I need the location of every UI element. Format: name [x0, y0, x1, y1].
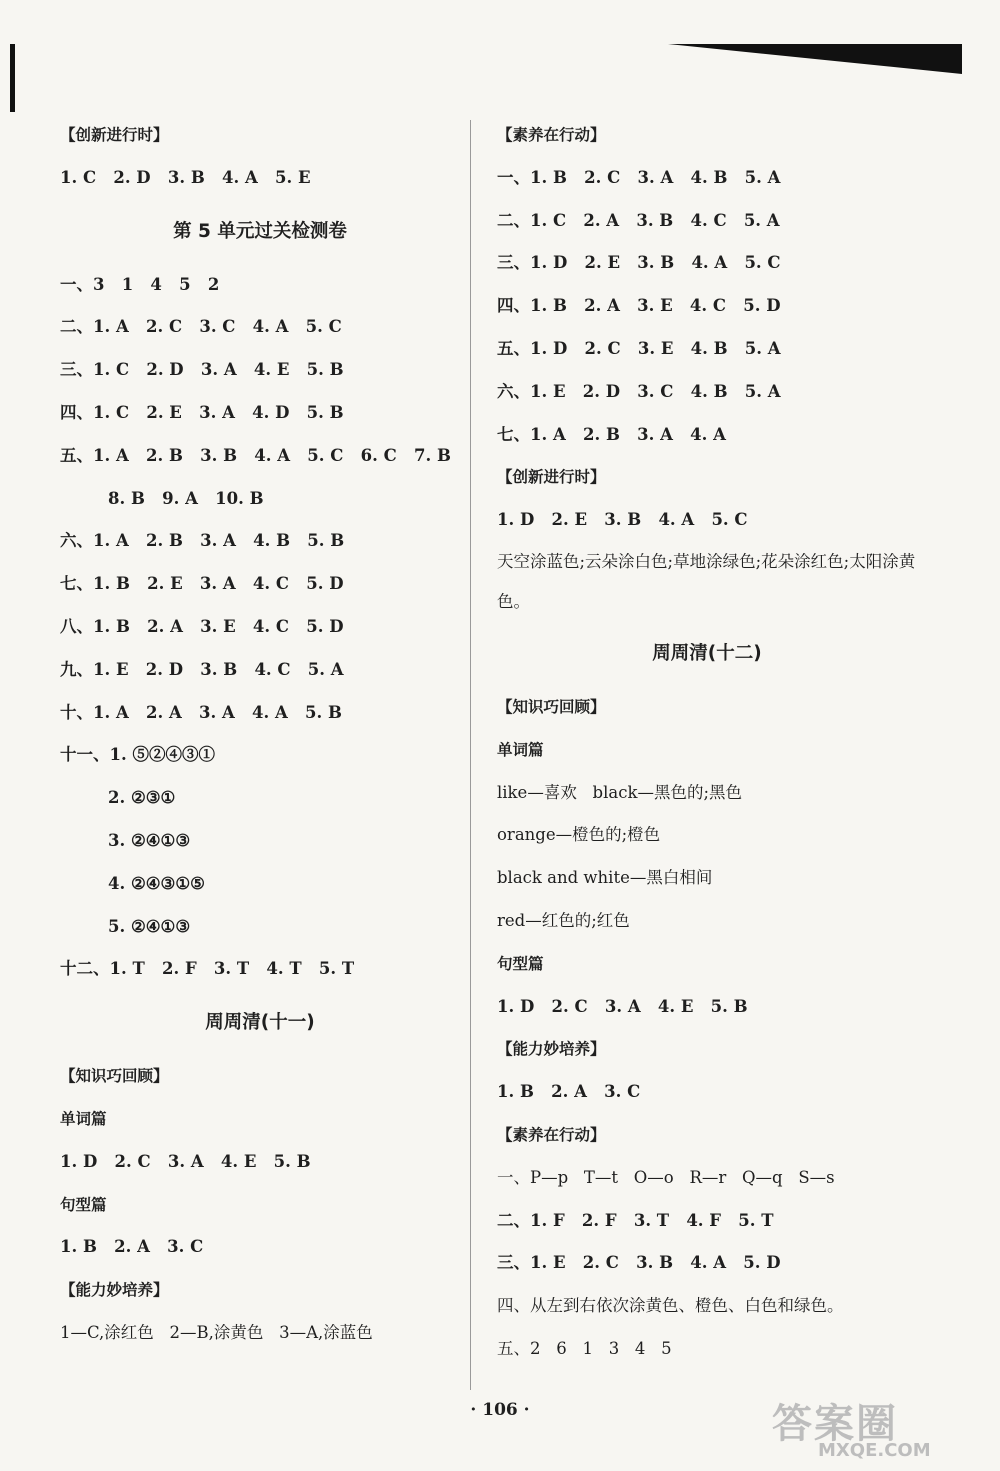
section-heading: 【创新进行时】 — [497, 468, 606, 487]
answer-line: 八、1. B 2. A 3. E 4. C 5. D — [60, 616, 344, 636]
answer-line: 七、1. A 2. B 3. A 4. A — [497, 424, 726, 444]
answer-line: 十一、1. ⑤②④③① — [60, 745, 215, 765]
answer-line: 1. D 2. E 3. B 4. A 5. C — [497, 510, 748, 530]
section-heading: 【知识巧回顾】 — [497, 697, 606, 716]
answer-line: 1. D 2. C 3. A 4. E 5. B — [497, 996, 748, 1016]
week-title: 周周清(十二) — [652, 642, 762, 664]
vocab-line: orange—橙色的;橙色 — [497, 825, 661, 845]
subsection-heading: 单词篇 — [60, 1109, 107, 1128]
answer-line: 九、1. E 2. D 3. B 4. C 5. A — [60, 659, 344, 679]
vocab-line: black and white—黑白相间 — [497, 868, 713, 888]
watermark-logo: 答案圈 — [772, 1401, 898, 1447]
answer-line: 1. D 2. C 3. A 4. E 5. B — [60, 1151, 311, 1171]
subsection-heading: 单词篇 — [497, 740, 544, 759]
answer-line: 三、1. D 2. E 3. B 4. A 5. C — [497, 253, 781, 273]
answer-line: 8. B 9. A 10. B — [108, 488, 264, 508]
answer-line: 五、1. A 2. B 3. B 4. A 5. C 6. C 7. B — [60, 445, 451, 465]
section-heading: 【素养在行动】 — [497, 1125, 606, 1144]
subsection-heading: 句型篇 — [60, 1195, 107, 1214]
answer-line: 5. ②④①③ — [108, 916, 191, 936]
answer-line: 二、1. A 2. C 3. C 4. A 5. C — [60, 317, 342, 337]
answer-line: 一、1. B 2. C 3. A 4. B 5. A — [497, 167, 781, 187]
answer-line: 1. B 2. A 3. C — [497, 1082, 641, 1102]
answer-line: 四、从左到右依次涂黄色、橙色、白色和绿色。 — [497, 1296, 844, 1316]
answer-paragraph: 天空涂蓝色;云朵涂白色;草地涂绿色;花朵涂红色;太阳涂黄色。 — [497, 551, 916, 611]
answer-line: 十、1. A 2. A 3. A 4. A 5. B — [60, 702, 342, 722]
section-heading: 【素养在行动】 — [497, 126, 606, 144]
answer-line: 一、3 1 4 5 2 — [60, 274, 220, 294]
answer-line: 一、P—p T—t O—o R—r Q—q S—s — [497, 1167, 835, 1187]
answer-line: 三、1. C 2. D 3. A 4. E 5. B — [60, 360, 344, 380]
answer-line: 四、1. C 2. E 3. A 4. D 5. B — [60, 402, 344, 422]
vocab-line: like—喜欢 black—黑色的;黑色 — [497, 782, 743, 802]
scan-shadow-wedge — [668, 44, 962, 74]
subsection-heading: 句型篇 — [497, 954, 544, 973]
section-heading: 【知识巧回顾】 — [60, 1067, 169, 1086]
left-column — [60, 114, 460, 1355]
vocab-line: red—红色的;红色 — [497, 910, 630, 930]
answer-line: 四、1. B 2. A 3. E 4. C 5. D — [497, 296, 781, 316]
right-column — [497, 114, 917, 1371]
section-heading: 【能力妙培养】 — [497, 1040, 606, 1059]
answer-line: 1. B 2. A 3. C — [60, 1237, 204, 1257]
answer-line: 六、1. A 2. B 3. A 4. B 5. B — [60, 531, 345, 551]
answer-line: 十二、1. T 2. F 3. T 4. T 5. T — [60, 959, 355, 979]
section-heading: 【创新进行时】 — [60, 126, 169, 144]
answer-line: 五、2 6 1 3 4 5 — [497, 1338, 672, 1358]
answer-line: 1. C 2. D 3. B 4. A 5. E — [60, 167, 311, 187]
answer-line: 二、1. C 2. A 3. B 4. C 5. A — [497, 210, 780, 230]
watermark-url: MXQE.COM — [818, 1440, 931, 1461]
section-heading: 【能力妙培养】 — [60, 1281, 169, 1300]
scan-edge-bar — [10, 44, 15, 112]
page-number: · 106 · — [470, 1400, 530, 1420]
answer-line: 七、1. B 2. E 3. A 4. C 5. D — [60, 574, 344, 594]
answer-line: 二、1. F 2. F 3. T 4. F 5. T — [497, 1210, 774, 1230]
answer-line: 1—C,涂红色 2—B,涂黄色 3—A,涂蓝色 — [60, 1322, 373, 1342]
answer-line: 4. ②④③①⑤ — [108, 873, 205, 893]
answer-line: 三、1. E 2. C 3. B 4. A 5. D — [497, 1253, 781, 1273]
answer-line: 2. ②③① — [108, 788, 176, 808]
answer-line: 六、1. E 2. D 3. C 4. B 5. A — [497, 381, 781, 401]
answer-line: 五、1. D 2. C 3. E 4. B 5. A — [497, 338, 781, 358]
answer-line: 3. ②④①③ — [108, 830, 191, 850]
unit-title: 第 5 单元过关检测卷 — [173, 220, 347, 242]
week-title: 周周清(十一) — [205, 1012, 315, 1034]
column-divider — [470, 120, 471, 1390]
